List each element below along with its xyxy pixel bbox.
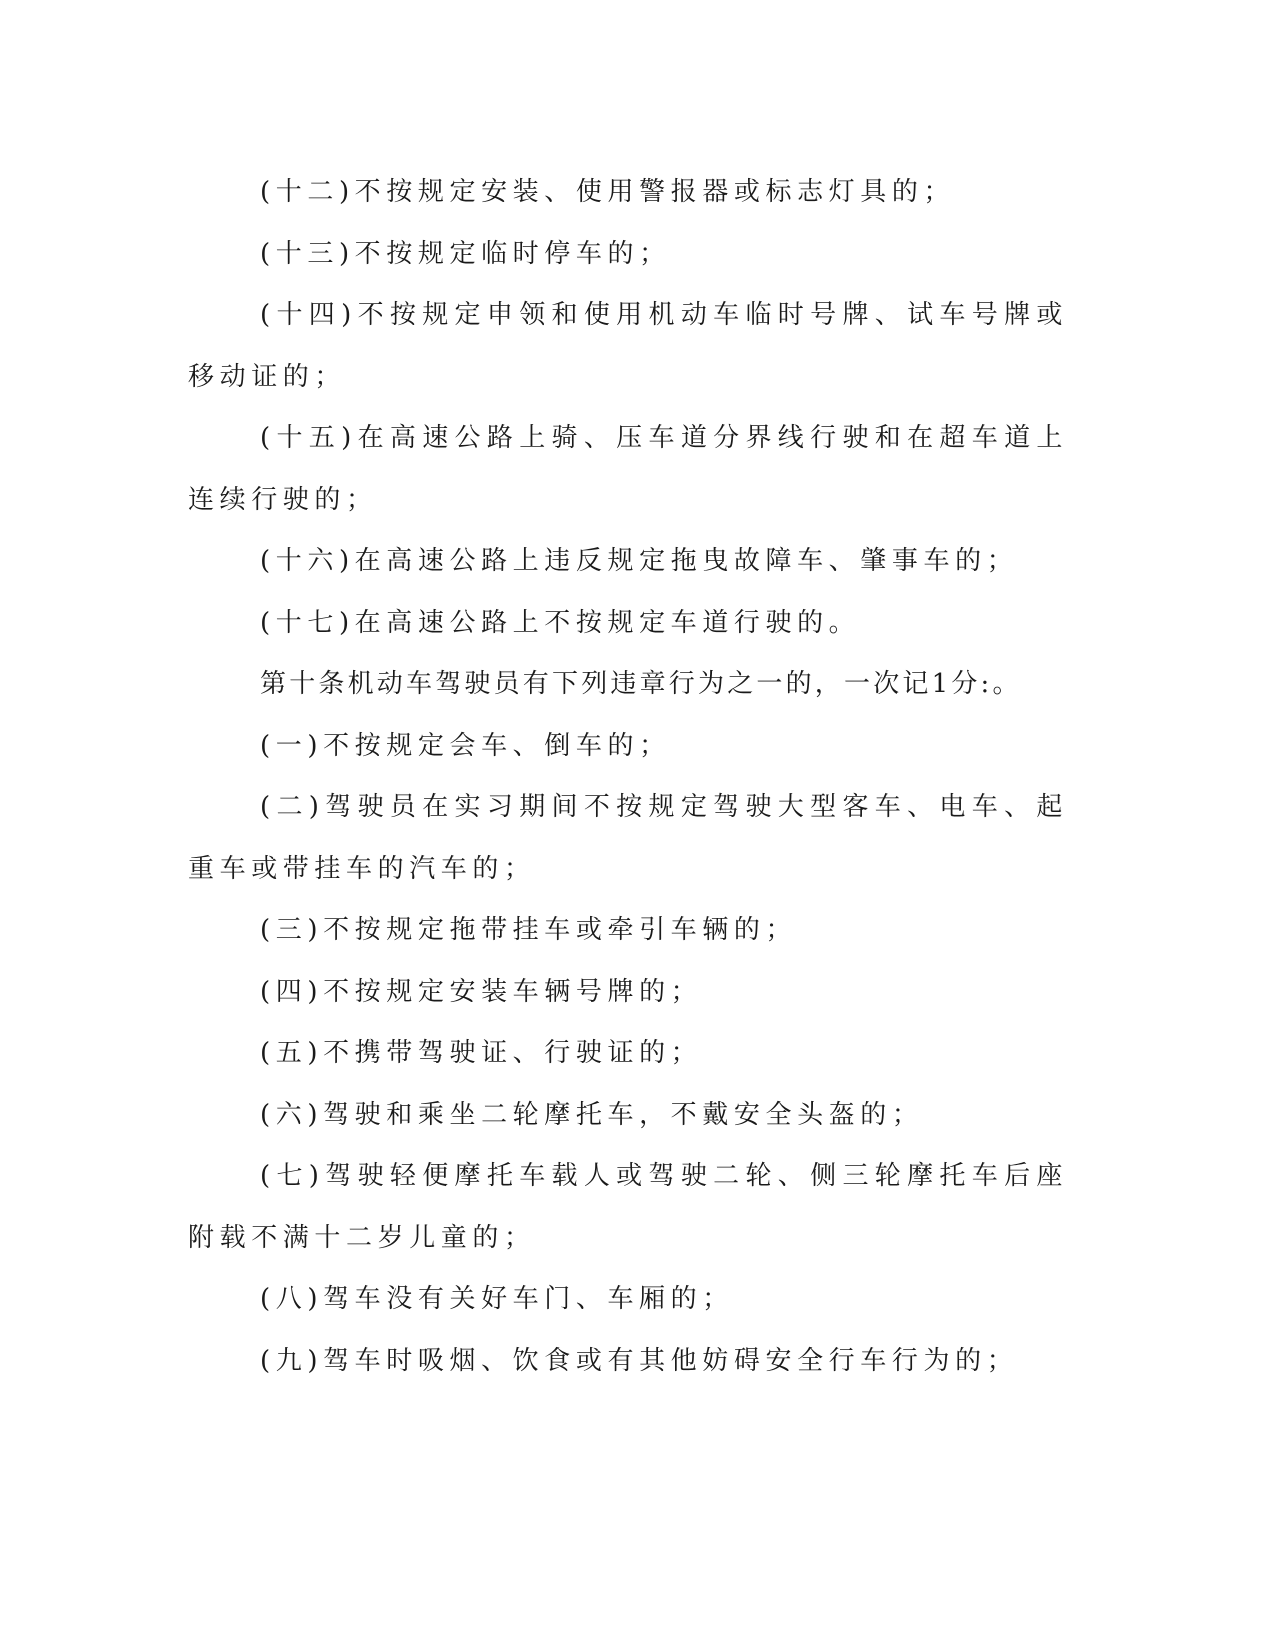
item-3: (三)不按规定拖带挂车或牵引车辆的； [260, 915, 798, 945]
clause-15: (十五)在高速公路上骑、压车道分界线行驶和在超车道上连续行驶的； [188, 423, 1068, 515]
clause-13: (十三)不按规定临时停车的； [260, 238, 671, 269]
document-body [188, 162, 1068, 1392]
clause-14: (十四)不按规定申领和使用机动车临时号牌、试车号牌或移动证的； [188, 300, 1068, 392]
clause-16: (十六)在高速公路上违反规定拖曳故障车、肇事车的； [260, 546, 1019, 576]
clause-17: (十七)在高速公路上不按规定车道行驶的。 [260, 607, 861, 638]
item-4: (四)不按规定安装车辆号牌的； [260, 976, 703, 1007]
item-7: (七)驾驶轻便摩托车载人或驾驶二轮、侧三轮摩托车后座附载不满十二岁儿童的； [188, 1161, 1068, 1253]
item-9: (九)驾车时吸烟、饮食或有其他妨碍安全行车行为的； [260, 1345, 1019, 1376]
item-5: (五)不携带驾驶证、行驶证的； [260, 1038, 703, 1068]
item-8: (八)驾车没有关好车门、车厢的； [260, 1284, 734, 1314]
clause-12: (十二)不按规定安装、使用警报器或标志灯具的； [260, 177, 956, 207]
item-6: (六)驾驶和乘坐二轮摩托车，不戴安全头盔的； [260, 1099, 924, 1130]
article-10-heading: 第十条机动车驾驶员有下列违章行为之一的，一次记1分:。 [260, 669, 1022, 699]
item-1: (一)不按规定会车、倒车的； [260, 730, 671, 761]
item-2: (二)驾驶员在实习期间不按规定驾驶大型客车、电车、起重车或带挂车的汽车的； [188, 792, 1068, 884]
